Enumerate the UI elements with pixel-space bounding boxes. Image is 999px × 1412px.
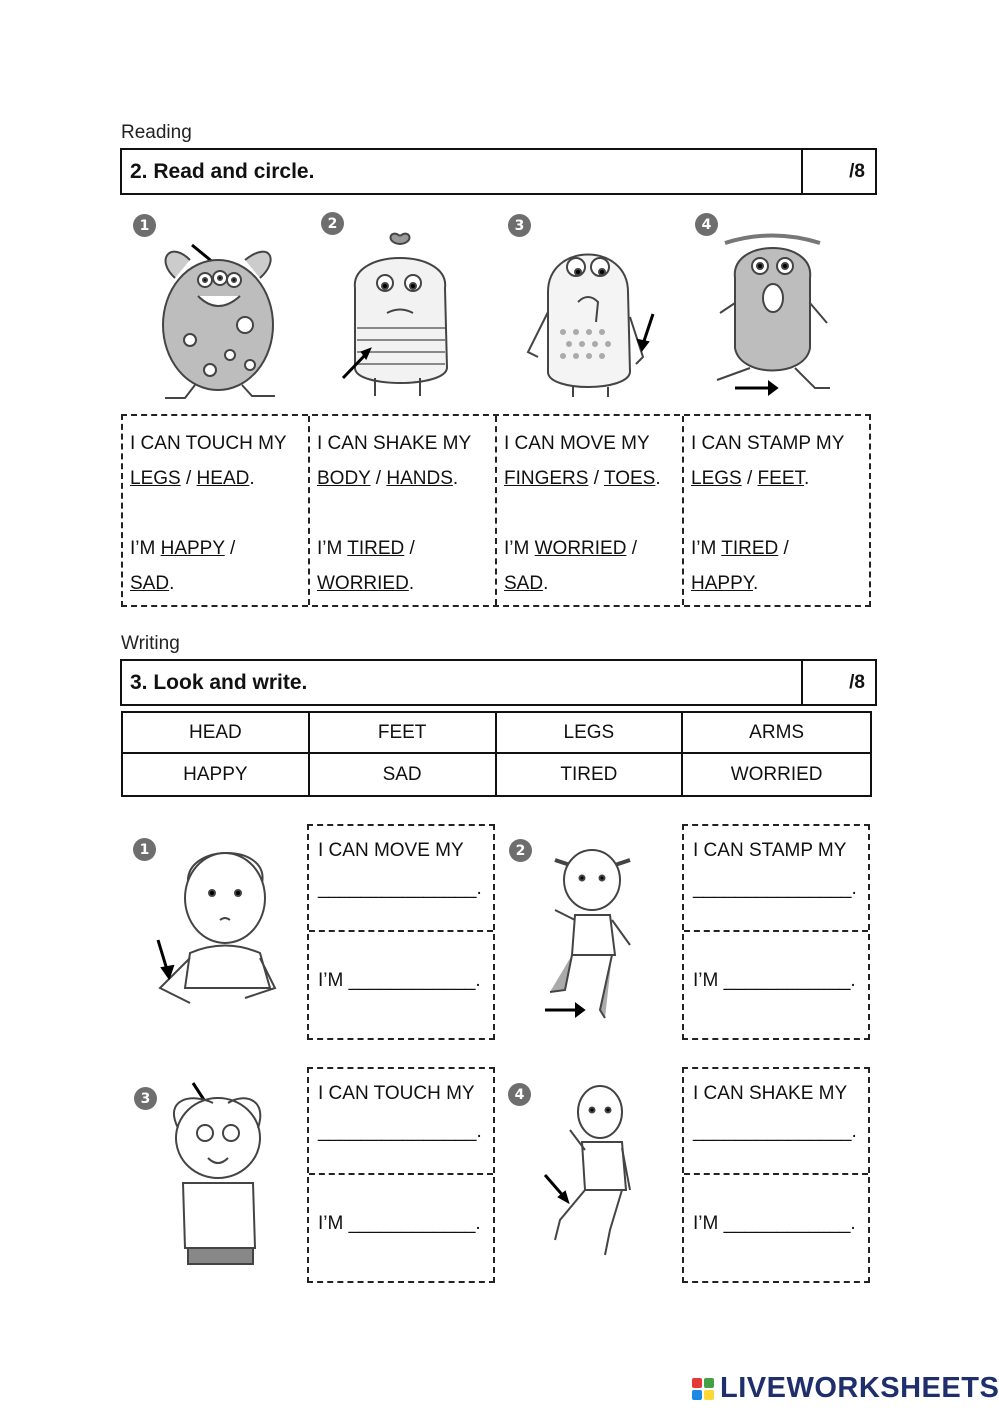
reading-score: /8: [801, 150, 875, 193]
reading-cell-4: I CAN STAMP MY LEGS / FEET. I’M TIRED / HAPPY.: [684, 416, 869, 605]
word-bank: [121, 711, 872, 797]
writing-score: /8: [801, 661, 875, 704]
monster-2-illustration: [335, 228, 465, 403]
writing-prompt: I CAN MOVE MY: [318, 840, 464, 861]
answer-blank-body-part[interactable]: _______________.: [318, 1121, 482, 1142]
reading-cell-1: I CAN TOUCH MY LEGS / HEAD. I’M HAPPY / SAD.: [123, 416, 310, 605]
child-4-illustration: [530, 1080, 645, 1270]
writing-prompt: I CAN SHAKE MY: [693, 1083, 848, 1104]
writing-box-1: [307, 824, 495, 1040]
answer-blank-feeling[interactable]: I’M ____________.: [318, 970, 481, 991]
reading-sentence: I CAN STAMP MY: [691, 433, 845, 454]
word-bank-item: TIRED: [497, 754, 684, 795]
reading-cell-3: I CAN MOVE MY FINGERS / TOES. I’M WORRIED / SAD.: [497, 416, 684, 605]
writing-section-label: Writing: [121, 633, 180, 654]
monster-1-badge: 1: [133, 214, 156, 237]
choice-sad[interactable]: SAD: [130, 573, 170, 594]
choice-feet[interactable]: FEET: [757, 468, 804, 489]
reading-cell-2: I CAN SHAKE MY BODY / HANDS. I’M TIRED / WORRIED.: [310, 416, 497, 605]
answer-blank-feeling[interactable]: I’M ____________.: [318, 1213, 481, 1234]
logo-mark-icon: [692, 1378, 714, 1400]
reading-section-label: Reading: [121, 122, 192, 143]
reading-sentence: I CAN MOVE MY: [504, 433, 650, 454]
monster-4-badge: 4: [695, 213, 718, 236]
choice-sad[interactable]: SAD: [504, 573, 544, 594]
child-2-illustration: [530, 840, 655, 1025]
choice-legs[interactable]: LEGS: [130, 468, 181, 489]
child-3-illustration: [133, 1078, 283, 1268]
choice-fingers[interactable]: FINGERS: [504, 468, 589, 489]
word-bank-item: ARMS: [683, 713, 870, 754]
choice-happy[interactable]: HAPPY: [160, 538, 225, 559]
word-bank-item: HAPPY: [123, 754, 310, 795]
answer-blank-body-part[interactable]: _______________.: [693, 1121, 857, 1142]
choice-tired[interactable]: TIRED: [347, 538, 405, 559]
choice-legs[interactable]: LEGS: [691, 468, 742, 489]
choice-tired[interactable]: TIRED: [721, 538, 779, 559]
choice-head[interactable]: HEAD: [196, 468, 250, 489]
monster-3-illustration: [518, 232, 658, 402]
child-3-badge: 3: [134, 1087, 157, 1110]
monster-1-illustration: [150, 220, 285, 405]
writing-box-4: [682, 1067, 870, 1283]
child-4-badge: 4: [508, 1083, 531, 1106]
reading-header: [120, 148, 877, 195]
writing-box-3: [307, 1067, 495, 1283]
word-bank-item: FEET: [310, 713, 497, 754]
choice-hands[interactable]: HANDS: [386, 468, 453, 489]
answer-blank-feeling[interactable]: I’M ____________.: [693, 970, 856, 991]
word-bank-item: SAD: [310, 754, 497, 795]
reading-sentence: I CAN SHAKE MY: [317, 433, 472, 454]
feel-prefix: I’M: [317, 538, 343, 559]
child-1-badge: 1: [133, 838, 156, 861]
feel-prefix: I’M: [691, 538, 717, 559]
child-2-badge: 2: [509, 839, 532, 862]
reading-grid: [121, 414, 871, 607]
reading-title: 2. Read and circle.: [130, 159, 315, 183]
feel-prefix: I’M: [130, 538, 156, 559]
answer-blank-body-part[interactable]: _______________.: [318, 878, 482, 899]
writing-prompt: I CAN STAMP MY: [693, 840, 847, 861]
word-bank-item: WORRIED: [730, 763, 823, 785]
monster-2-badge: 2: [321, 212, 344, 235]
child-1-illustration: [150, 838, 295, 1023]
monster-4-illustration: [705, 228, 840, 403]
writing-header: [120, 659, 877, 706]
logo-text: LIVEWORKSHEETS: [720, 1372, 999, 1404]
answer-blank-body-part[interactable]: _______________.: [693, 878, 857, 899]
writing-box-2: [682, 824, 870, 1040]
choice-worried[interactable]: WORRIED: [534, 538, 627, 559]
feel-prefix: I’M: [504, 538, 530, 559]
choice-toes[interactable]: TOES: [603, 468, 656, 489]
monster-3-badge: 3: [508, 214, 531, 237]
reading-sentence: I CAN TOUCH MY: [130, 433, 287, 454]
choice-worried[interactable]: WORRIED: [317, 573, 409, 594]
liveworksheets-logo: [692, 1372, 999, 1405]
writing-prompt: I CAN TOUCH MY: [318, 1083, 475, 1104]
answer-blank-feeling[interactable]: I’M ____________.: [693, 1213, 856, 1234]
choice-body[interactable]: BODY: [317, 468, 371, 489]
word-bank-item: HEAD: [123, 713, 310, 754]
choice-happy[interactable]: HAPPY: [691, 573, 753, 594]
writing-title: 3. Look and write.: [130, 670, 308, 694]
word-bank-item: LEGS: [497, 713, 684, 754]
